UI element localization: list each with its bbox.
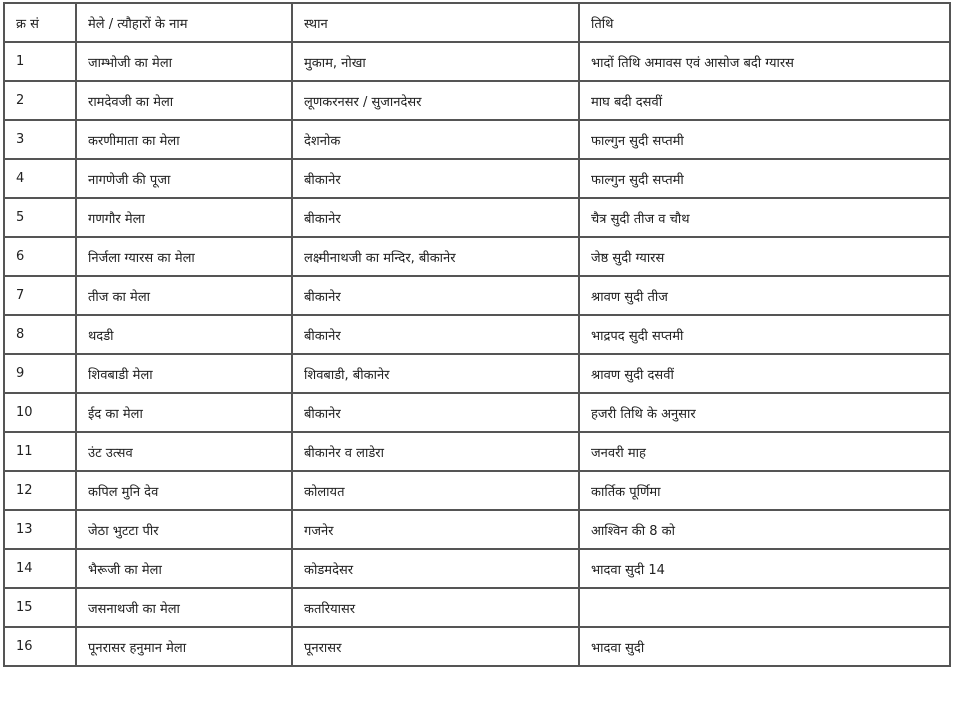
cell-fair-name: करणीमाता का मेला <box>76 120 292 159</box>
cell-place: लूणकरनसर / सुजानदेसर <box>292 81 579 120</box>
cell-serial-number: 7 <box>4 276 76 315</box>
cell-date: श्रावण सुदी तीज <box>579 276 950 315</box>
cell-serial-number: 1 <box>4 42 76 81</box>
fairs-festivals-table <box>3 2 951 667</box>
table-row <box>4 120 950 159</box>
cell-date: फाल्गुन सुदी सप्तमी <box>579 120 950 159</box>
cell-place: बीकानेर व लाडेरा <box>292 432 579 471</box>
cell-serial-number: 16 <box>4 627 76 666</box>
table-row <box>4 432 950 471</box>
table-row <box>4 81 950 120</box>
cell-date: कार्तिक पूर्णिमा <box>579 471 950 510</box>
cell-date: भादवा सुदी <box>579 627 950 666</box>
table-row <box>4 627 950 666</box>
table-row <box>4 354 950 393</box>
cell-place: कोडमदेसर <box>292 549 579 588</box>
cell-serial-number: 11 <box>4 432 76 471</box>
cell-serial-number: 4 <box>4 159 76 198</box>
cell-place: मुकाम, नोखा <box>292 42 579 81</box>
table-row <box>4 471 950 510</box>
cell-date: भादों तिथि अमावस एवं आसोज बदी ग्यारस <box>579 42 950 81</box>
cell-serial-number: 8 <box>4 315 76 354</box>
table-header-row <box>4 3 950 42</box>
cell-fair-name: उंट उत्सव <box>76 432 292 471</box>
cell-serial-number: 2 <box>4 81 76 120</box>
cell-date: भाद्रपद सुदी सप्तमी <box>579 315 950 354</box>
cell-serial-number: 13 <box>4 510 76 549</box>
cell-place: देशनोक <box>292 120 579 159</box>
cell-fair-name: शिवबाडी मेला <box>76 354 292 393</box>
header-fair-name: मेले / त्यौहारों के नाम <box>76 3 292 42</box>
table-body <box>4 42 950 666</box>
cell-serial-number: 5 <box>4 198 76 237</box>
cell-serial-number: 3 <box>4 120 76 159</box>
cell-place: बीकानेर <box>292 198 579 237</box>
cell-date: माघ बदी दसवीं <box>579 81 950 120</box>
cell-serial-number: 6 <box>4 237 76 276</box>
cell-fair-name: पूनरासर हनुमान मेला <box>76 627 292 666</box>
table-row <box>4 315 950 354</box>
cell-date: श्रावण सुदी दसवीं <box>579 354 950 393</box>
cell-fair-name: निर्जला ग्यारस का मेला <box>76 237 292 276</box>
table-row <box>4 42 950 81</box>
cell-place: शिवबाडी, बीकानेर <box>292 354 579 393</box>
table-row <box>4 549 950 588</box>
cell-date: जनवरी माह <box>579 432 950 471</box>
cell-date: हजरी तिथि के अनुसार <box>579 393 950 432</box>
cell-place: लक्ष्मीनाथजी का मन्दिर, बीकानेर <box>292 237 579 276</box>
cell-serial-number: 14 <box>4 549 76 588</box>
cell-place: बीकानेर <box>292 315 579 354</box>
cell-serial-number: 15 <box>4 588 76 627</box>
cell-fair-name: गणगौर मेला <box>76 198 292 237</box>
fairs-festivals-table-container <box>3 2 951 667</box>
header-date: तिथि <box>579 3 950 42</box>
cell-place: गजनेर <box>292 510 579 549</box>
cell-date: फाल्गुन सुदी सप्तमी <box>579 159 950 198</box>
cell-date <box>579 588 950 627</box>
cell-date: भादवा सुदी 14 <box>579 549 950 588</box>
table-row <box>4 237 950 276</box>
cell-place: पूनरासर <box>292 627 579 666</box>
cell-serial-number: 12 <box>4 471 76 510</box>
table-row <box>4 159 950 198</box>
table-row <box>4 510 950 549</box>
cell-fair-name: ईद का मेला <box>76 393 292 432</box>
cell-fair-name: भैरूजी का मेला <box>76 549 292 588</box>
cell-date: आश्विन की 8 को <box>579 510 950 549</box>
cell-place: कतरियासर <box>292 588 579 627</box>
cell-place: बीकानेर <box>292 393 579 432</box>
cell-fair-name: रामदेवजी का मेला <box>76 81 292 120</box>
table-row <box>4 198 950 237</box>
cell-place: कोलायत <box>292 471 579 510</box>
cell-place: बीकानेर <box>292 276 579 315</box>
table-row <box>4 276 950 315</box>
cell-fair-name: कपिल मुनि देव <box>76 471 292 510</box>
cell-date: जेष्ठ सुदी ग्यारस <box>579 237 950 276</box>
header-serial-number: क्र सं <box>4 3 76 42</box>
cell-fair-name: नागणेजी की पूजा <box>76 159 292 198</box>
cell-fair-name: जेठा भुटटा पीर <box>76 510 292 549</box>
cell-fair-name: थदडी <box>76 315 292 354</box>
header-place: स्थान <box>292 3 579 42</box>
cell-fair-name: जाम्भोजी का मेला <box>76 42 292 81</box>
cell-date: चैत्र सुदी तीज व चौथ <box>579 198 950 237</box>
cell-serial-number: 9 <box>4 354 76 393</box>
cell-fair-name: तीज का मेला <box>76 276 292 315</box>
cell-serial-number: 10 <box>4 393 76 432</box>
cell-fair-name: जसनाथजी का मेला <box>76 588 292 627</box>
table-row <box>4 393 950 432</box>
cell-place: बीकानेर <box>292 159 579 198</box>
table-row <box>4 588 950 627</box>
